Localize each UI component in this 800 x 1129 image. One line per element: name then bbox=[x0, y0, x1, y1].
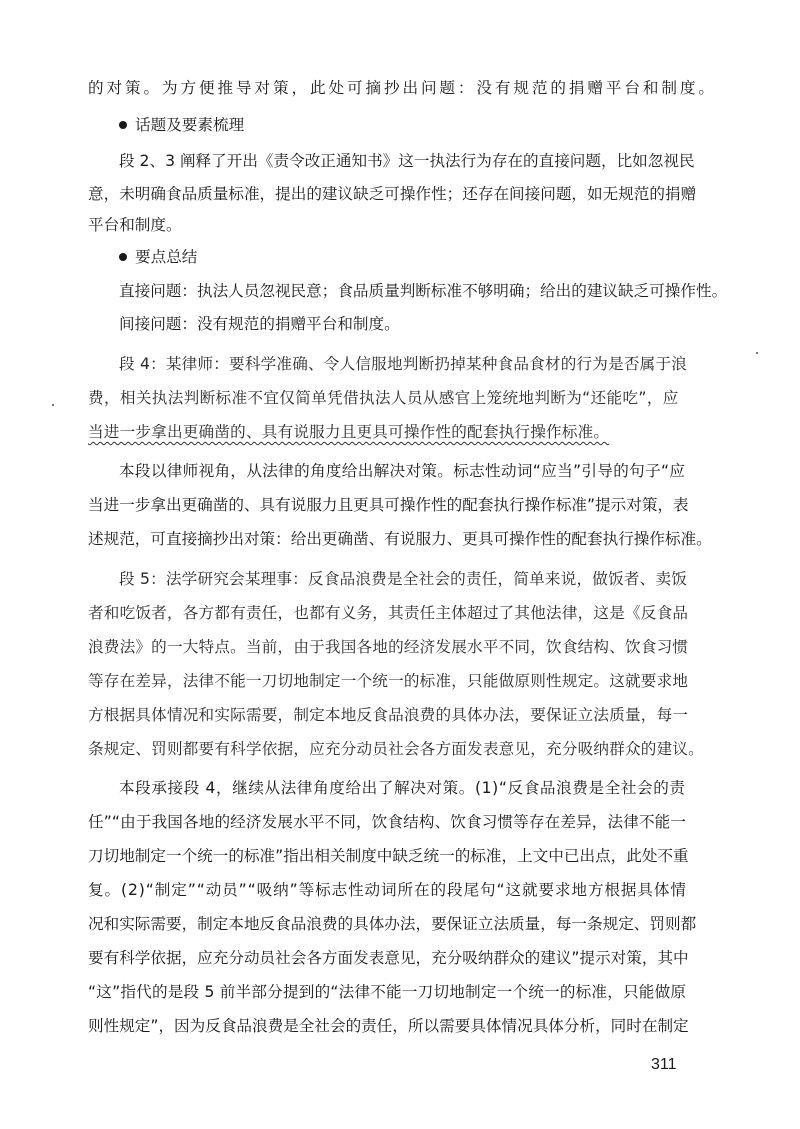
excerpt-line: 方根据具体情况和实际需要，制定本地反食品浪费的具体办法，要保证立法质量，每一 bbox=[88, 706, 689, 724]
excerpt-line: 段 5：法学研究会某理事：反食品浪费是全社会的责任，简单来说，做饭者、卖饭 bbox=[119, 570, 688, 588]
paragraph-line: 间接问题：没有规范的捐赠平台和制度。 bbox=[119, 315, 400, 333]
paragraph-line: 则性规定”，因为反食品浪费是全社会的责任，所以需要具体情况具体分析，同时在制定 bbox=[88, 1017, 689, 1035]
paragraph-line: 要有科学依据，应充分动员社会各方面发表意见，充分吸纳群众的建议”提示对策，其中 bbox=[88, 949, 689, 967]
excerpt-line: 费，相关执法判断标准不宜仅简单凭借执法人员从感官上笼统地判断为“还能吃”，应 bbox=[88, 389, 679, 407]
paragraph-line: 刀切地制定一个统一的标准”指出相关制度中缺乏统一的标准，上文中已出点，此处不重 bbox=[88, 847, 689, 865]
paragraph-line: 直接问题：执法人员忽视民意；食品质量判断标准不够明确；给出的建议缺乏可操作性。 bbox=[119, 282, 728, 300]
excerpt-line: 者和吃饭者，各方都有责任，也都有义务，其责任主体超过了其他法律，这是《反食品 bbox=[88, 604, 689, 622]
paragraph-line: 述规范，可直接摘抄出对策：给出更确凿、有说服力、更具可操作性的配套执行操作标准。 bbox=[88, 530, 712, 548]
paragraph-line: 复。(2)“制定”“动员”“吸纳”等标志性动词所在的段尾句“这就要求地方根据具体情 bbox=[88, 881, 687, 899]
paragraph-line: 本段以律师视角，从法律的角度给出解决对策。标志性动词“应当”引导的句子“应 bbox=[119, 462, 686, 480]
excerpt-line: 等存在差异，法律不能一刀切地制定一个统一的标准，只能做原则性规定。这就要求地 bbox=[88, 672, 689, 690]
paragraph-line: “这”指代的是段 5 前半部分提到的“法律不能一刀切地制定一个统一的标准，只能做原 bbox=[88, 983, 687, 1001]
scan-dot bbox=[756, 352, 758, 354]
excerpt-line: 浪费法》的一大特点。当前，由于我国各地的经济发展水平不同，饮食结构、饮食习惯 bbox=[88, 638, 689, 656]
scan-dot bbox=[52, 404, 54, 406]
paragraph-line: 况和实际需要，制定本地反食品浪费的具体办法，要保证立法质量，每一条规定、罚则都 bbox=[88, 915, 697, 933]
excerpt-line: 段 4：某律师：要科学准确、令人信服地判断扔掉某种食品食材的行为是否属于浪 bbox=[119, 355, 688, 373]
paragraph-line: 的对策。为方便推导对策，此处可摘抄出问题：没有规范的捐赠平台和制度。 bbox=[88, 79, 717, 97]
paragraph-line: 意，未明确食品质量标准，提出的建议缺乏可操作性；还存在间接问题，如无规范的捐赠 bbox=[88, 185, 697, 203]
page-number: 311 bbox=[651, 1056, 677, 1073]
excerpt-line-underlined: 当进一步拿出更确凿的、具有说服力且更具可操作性的配套执行操作标准。 bbox=[88, 423, 610, 441]
paragraph-line: 当进一步拿出更确凿的、具有说服力且更具可操作性的配套执行操作标准”提示对策，表 bbox=[88, 496, 689, 514]
bullet-icon bbox=[119, 121, 127, 129]
bullet-icon bbox=[119, 253, 127, 261]
paragraph-line: 平台和制度。 bbox=[88, 216, 182, 234]
section-heading-topics: 话题及要素梳理 bbox=[119, 113, 244, 137]
paragraph-line: 本段承接段 4，继续从法律角度给出了解决对策。(1)“反食品浪费是全社会的责 bbox=[119, 779, 686, 797]
section-heading-summary: 要点总结 bbox=[119, 245, 197, 269]
paragraph-line: 任”“由于我国各地的经济发展水平不同，饮食结构、饮食习惯等存在差异，法律不能一 bbox=[88, 813, 687, 831]
excerpt-line: 条规定、罚则都要有科学依据，应充分动员社会各方面发表意见，充分吸纳群众的建议。 bbox=[88, 740, 704, 758]
paragraph-line: 段 2、3 阐释了开出《责令改正通知书》这一执法行为存在的直接问题，比如忽视民 bbox=[119, 152, 695, 170]
